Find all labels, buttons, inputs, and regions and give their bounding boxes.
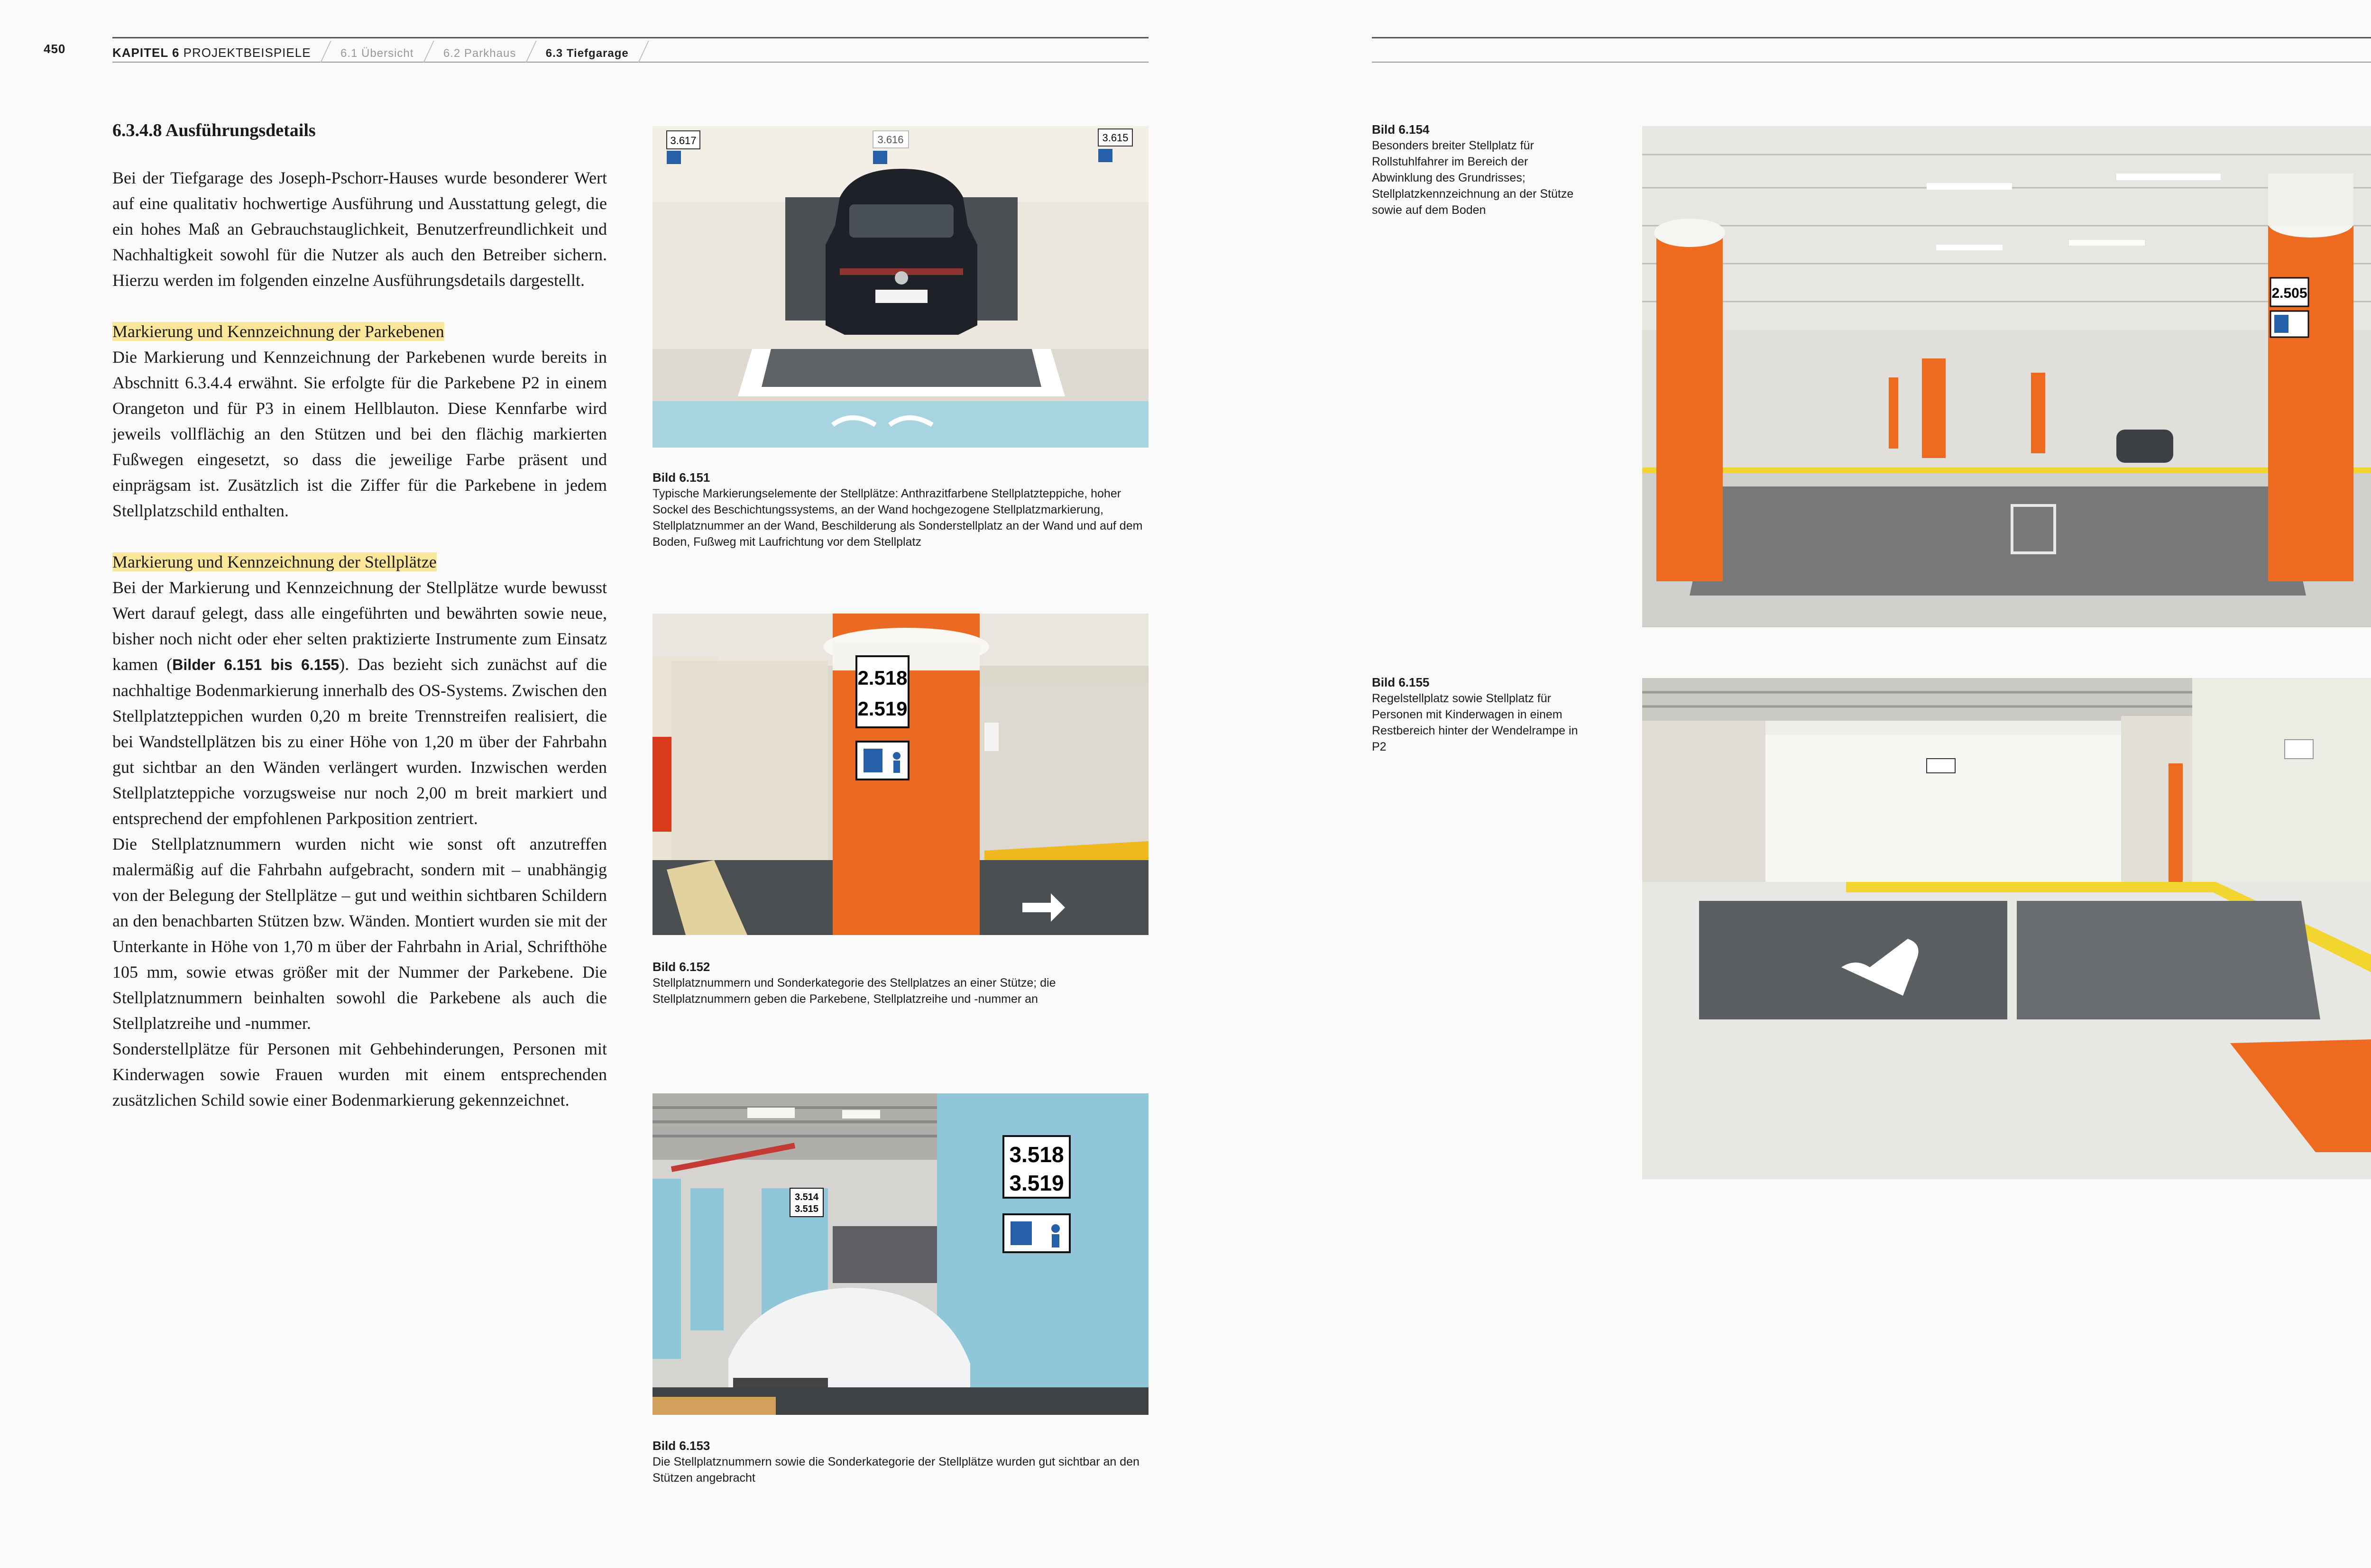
breadcrumb-separator: [423, 41, 434, 63]
breadcrumb-separator: [525, 41, 536, 63]
caption-text: Die Stellplatznummern sowie die Sonderkategorie der Stellplätze wurden gut sichtbar an den Stützen angebracht: [652, 1455, 1140, 1485]
header-rule-left: [112, 37, 1149, 38]
breadcrumb-item: 6.1 Übersicht: [340, 47, 414, 60]
breadcrumb-item: 6.2 Parkhaus: [443, 47, 516, 60]
caption-id: Bild 6.154: [1372, 122, 1430, 137]
caption-id: Bild 6.151: [652, 470, 710, 485]
sign-label: 3.616: [877, 134, 904, 146]
caption-id: Bild 6.152: [652, 960, 710, 974]
photo-6-152: [652, 614, 1149, 935]
sign-label: 3.518: [1009, 1142, 1064, 1167]
paragraph-part: Bei der Markierung und Kennzeichnung der Stellplätze wurde bewusst Wert darauf gelegt, dass alle eingeführten und bewährten sowie neue, bisher noch nicht oder eher selten praktizierte Instrumente zum Einsatz kamen (: [112, 578, 607, 674]
caption-id: Bild 6.155: [1372, 675, 1430, 689]
paragraph-part: ). Das bezieht sich zunächst auf die nachhaltige Bodenmarkierung innerhalb des OS-Systems. Zwischen den Stellplatzteppichen wurden 0,20 m breite Trennstreifen realisiert, die bei Wandstellplätzen bis zu einer Höhe von 1,20 m über der Fahrbahn gut sichtbar an den Wänden verlängert wurden. Inzwischen werden Stellplatzteppiche vorzugsweise nur noch 2,00 m breit markiert und entsprechend der empfohlenen Parkposition zentriert.: [112, 655, 607, 828]
caption-6-153: [652, 1438, 1150, 1486]
photo-6-154: [1642, 126, 2371, 627]
caption-text: Typische Markierungselemente der Stellplätze: Anthrazitfarbene Stellplatzteppiche, hoher Sockel des Beschichtungssystems, an der Wand hochgezogene Stellplatzmarkierung, Stellplatznummer an der Wand, Beschilderung als Sonderstellplatz an der Wand und auf dem Boden, Fußweg mit Laufrichtung vor dem Stellplatz: [652, 487, 1143, 549]
breadcrumb-separator: [638, 41, 649, 63]
caption-text: Regelstellplatz sowie Stellplatz für Personen mit Kinderwagen in einem Restbereich hinter der Wendelrampe in P2: [1372, 692, 1578, 753]
sign-label: 3.519: [1009, 1171, 1064, 1195]
subheading-stellplaetze-text: Markierung und Kennzeichnung der Stellplätze: [112, 552, 437, 571]
caption-6-151: [652, 469, 1150, 550]
photo-6-151: [652, 126, 1149, 448]
sign-label: 2.519: [857, 697, 908, 720]
caption-6-155: [1372, 674, 1581, 755]
photo-6-153: [652, 1093, 1149, 1415]
subheading-parkebenen-text: Markierung und Kennzeichnung der Parkebenen: [112, 322, 444, 341]
subheading-parkebenen: [112, 319, 607, 344]
sign-label: 3.515: [794, 1204, 819, 1214]
chapter-label: KAPITEL 6: [112, 46, 180, 60]
caption-id: Bild 6.153: [652, 1439, 710, 1453]
body-text: [112, 118, 607, 1113]
paragraph-stellplaetze: [112, 575, 607, 831]
breadcrumb-current: 6.3 Tiefgarage: [545, 47, 629, 60]
intro-paragraph: Bei der Tiefgarage des Joseph-Pschorr-Hauses wurde besonderer Wert auf eine qualitativ hochwertige Ausführung und Ausstattung gelegt, die ein hohes Maß an Gebrauchstauglichkeit, Benutzerfreundlichkeit und Nachhaltigkeit sowohl für die Nutzer als auch den Betreiber sichern. Hierzu werden im folgenden einzelne Ausführungsdetails dargestellt.: [112, 168, 607, 290]
sign-label: 3.615: [1102, 132, 1129, 144]
paragraph-sonderstellplaetze: Sonderstellplätze für Personen mit Gehbehinderungen, Personen mit Kinderwagen sowie Frauen wurden mit einem entsprechenden zusätzlichen Schild sowie einer Bodenmarkierung gekennzeichnet.: [112, 1039, 607, 1110]
header-rule-right-bottom: [1372, 62, 2371, 63]
sign-label: 3.514: [794, 1192, 819, 1202]
caption-6-154: [1372, 121, 1581, 218]
paragraph-stellplatznummern: Die Stellplatznummern wurden nicht wie sonst oft anzutreffen malermäßig auf die Fahrbahn aufgebracht, sondern mit – unabhängig von der Belegung der Stellplätze – gut und weithin sichtbaren Schildern an den benachbarten Stützen bzw. Wänden. Montiert wurden sie mit der Unterkante in Höhe von 1,70 m über der Fahrbahn in Arial, Schrifthöhe 105 mm, sowie etwas größer mit der Nummer der Parkebene. Die Stellplatznummern beinhalten sowohl die Parkebene als auch die Stellplatzreihe und -nummer.: [112, 834, 607, 1033]
breadcrumb: [112, 41, 654, 63]
breadcrumb-separator: [320, 41, 331, 63]
chapter-title: PROJEKTBEISPIELE: [183, 46, 311, 60]
section-title: 6.3.4.8 Ausführungsdetails: [112, 120, 316, 140]
figure-reference: Bilder 6.151 bis 6.155: [172, 656, 340, 673]
sign-label: 2.518: [857, 667, 908, 689]
caption-6-152: [652, 959, 1150, 1007]
paragraph-parkebenen: Die Markierung und Kennzeichnung der Parkebenen wurde bereits in Abschnitt 6.3.4.4 erwähnt. Sie erfolgte für die Parkebene P2 in einem Orangeton und für P3 in einem Hellblauton. Diese Kennfarbe wird jeweils vollflächig an den Stützen und bei den flächig markierten Fußwegen eingesetzt, so dass die jeweilige Farbe präsent und einprägsam ist. Zusätzlich ist die Ziffer für die Parkebene in jedem Stellplatzschild enthalten.: [112, 348, 607, 520]
photo-6-155: [1642, 678, 2371, 1179]
page-number-left: 450: [44, 42, 66, 56]
caption-text: Besonders breiter Stellplatz für Rollstuhlfahrer im Bereich der Abwinklung des Grundrisses; Stellplatzkennzeichnung an der Stütze sowie auf dem Boden: [1372, 139, 1574, 217]
header-rule-right: [1372, 37, 2371, 38]
sign-label: 2.505: [2271, 285, 2307, 301]
subheading-stellplaetze: [112, 549, 607, 575]
sign-label: 3.617: [670, 135, 697, 147]
caption-text: Stellplatznummern und Sonderkategorie des Stellplatzes an einer Stütze; die Stellplatznummern geben die Parkebene, Stellplatzreihe und -nummer an: [652, 976, 1056, 1006]
